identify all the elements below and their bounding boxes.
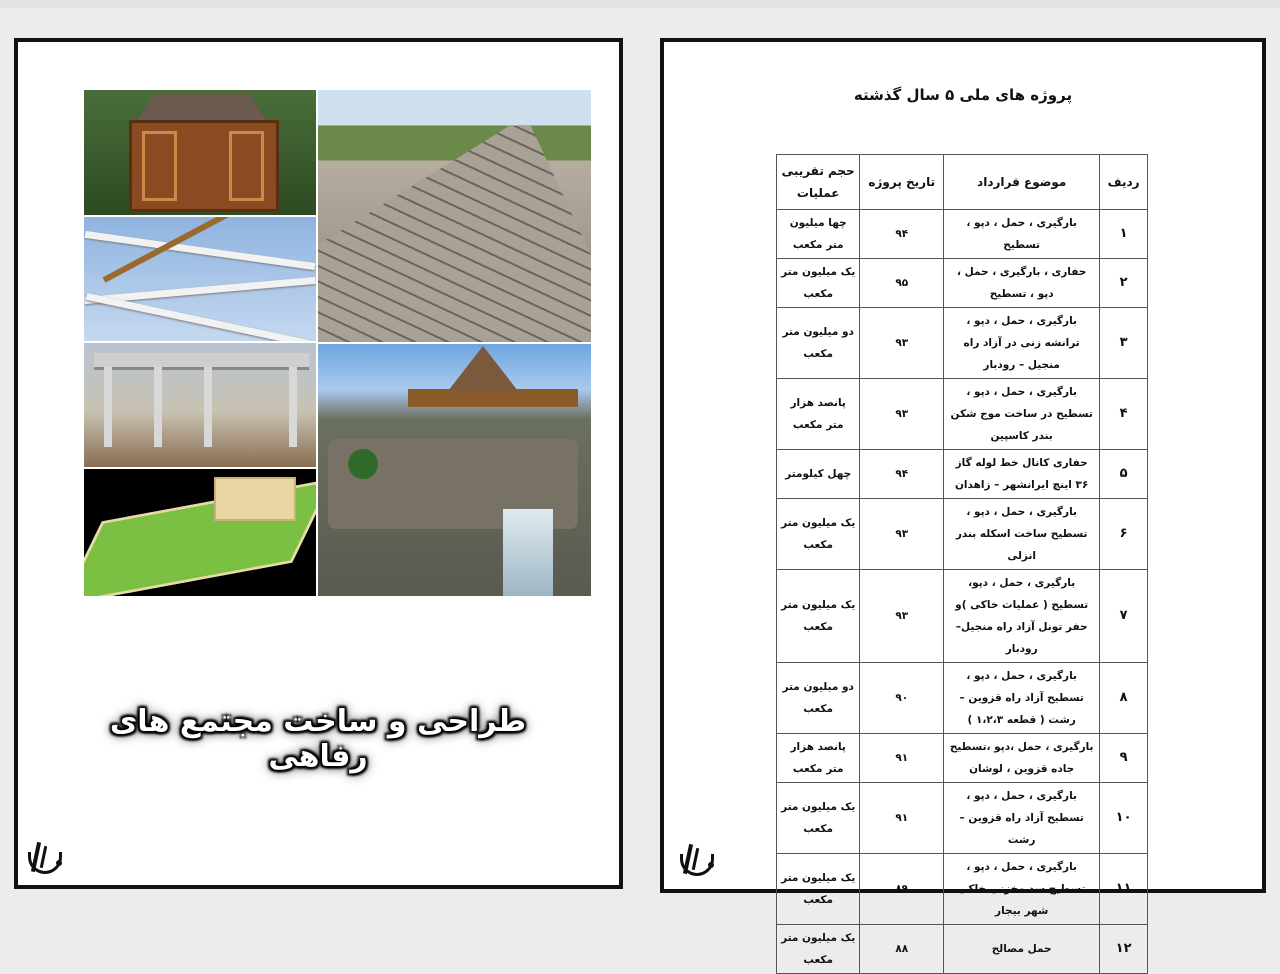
cell-volume: چهل کیلومتر [777,450,860,499]
table-row [777,379,1148,450]
table-row [777,570,1148,663]
photo-pavilion-construction [84,343,316,467]
cell-subject: حفاری ، بارگیری ، حمل ، دپو ، تسطیح [944,259,1100,308]
table-row [777,854,1148,925]
pavilion-column [289,367,297,447]
cell-row-number: ۹ [1100,734,1148,783]
photo-steel-frame [84,217,316,341]
cell-volume: دو میلیون متر مکعب [777,308,860,379]
paved-road [318,126,591,342]
cell-row-number: ۳ [1100,308,1148,379]
page-title: طراحی و ساخت مجتمع های رفاهی [109,704,527,774]
bush [348,449,378,479]
pavilion-roof [94,353,309,370]
gazebo-body [129,120,279,212]
cell-row-number: ۴ [1100,379,1148,450]
cell-volume: دو میلیون متر مکعب [777,663,860,734]
cell-date: ۸۸ [860,925,944,974]
cell-subject: بارگیری ، حمل ، دپو ، ترانشه زنی در آزاد راه منجیل – رودبار [944,308,1100,379]
table-header-row [777,155,1148,210]
waterfall [503,509,553,596]
pavilion-dome [448,346,518,391]
cell-row-number: ۲ [1100,259,1148,308]
projects-table [776,154,1148,974]
frame-beam [86,293,314,341]
table-row [777,783,1148,854]
company-logo-icon [676,844,722,882]
cell-subject: بارگیری ، حمل ، دپو ، تسطیح سد مخزنی خاکی شهر بیجار [944,854,1100,925]
table-title: پروژه های ملی ۵ سال گذشته [853,86,1073,104]
cell-date: ۹۴ [860,210,944,259]
photo-site-render [84,469,316,596]
photo-stone-paved-road [318,90,591,342]
cell-row-number: ۱۱ [1100,854,1148,925]
cell-volume: یک میلیون متر مکعب [777,783,860,854]
cell-volume: یک میلیون متر مکعب [777,925,860,974]
wooden-deck [408,389,578,407]
page-right [660,38,1266,966]
top-strip [0,0,1280,8]
cell-date: ۹۴ [860,450,944,499]
pavilion-column [104,367,112,447]
photo-collage [84,90,591,598]
cell-volume: یک میلیون متر مکعب [777,854,860,925]
cell-volume: یک میلیون متر مکعب [777,259,860,308]
header-volume: حجم تقریبی عملیات [777,155,860,210]
cell-row-number: ۶ [1100,499,1148,570]
cell-subject: حفاری کانال خط لوله گاز ۳۶ اینچ ایرانشهر – زاهدان [944,450,1100,499]
cell-date: ۹۳ [860,379,944,450]
cell-date: ۹۵ [860,259,944,308]
pavilion-column [204,367,212,447]
cell-volume: یک میلیون متر مکعب [777,570,860,663]
cell-date: ۹۳ [860,308,944,379]
cell-row-number: ۱۲ [1100,925,1148,974]
cell-volume: یک میلیون متر مکعب [777,499,860,570]
cell-subject: بارگیری ، حمل ، دپو ، تسطیح آزاد راه قزوین – رشت ( قطعه ۱،۲،۳ ) [944,663,1100,734]
table-row [777,308,1148,379]
header-row-number: ردیف [1100,155,1148,210]
table-row [777,259,1148,308]
table-row [777,663,1148,734]
page-left [14,38,623,889]
cell-volume: چها میلیون متر مکعب [777,210,860,259]
cell-volume: پانصد هزار متر مکعب [777,379,860,450]
photo-wooden-gazebo [84,90,316,215]
table-row [777,925,1148,974]
header-subject: موضوع قرارداد [944,155,1100,210]
cell-row-number: ۱ [1100,210,1148,259]
cell-row-number: ۷ [1100,570,1148,663]
collage-column-left [84,90,316,598]
cell-subject: بارگیری ، حمل ، دپو ، تسطیح [944,210,1100,259]
header-date: تاریخ پروژه [860,155,944,210]
cell-volume: پانصد هزار متر مکعب [777,734,860,783]
pavilion-column [154,367,162,447]
table-row [777,499,1148,570]
cell-subject: بارگیری ، حمل ، دپو ، تسطیح آزاد راه قزوین – رشت [944,783,1100,854]
cell-subject: بارگیری ، حمل ، دپو ، تسطیح در ساخت موج شکن بندر کاسپین [944,379,1100,450]
cell-date: ۹۰ [860,663,944,734]
company-logo-icon [24,842,70,880]
table-body [777,210,1148,974]
render-building [214,477,296,521]
cell-date: ۹۱ [860,783,944,854]
table-row [777,210,1148,259]
cell-date: ۹۳ [860,570,944,663]
collage-column-right [318,90,591,598]
table-row [777,450,1148,499]
cell-date: ۸۹ [860,854,944,925]
cell-subject: بارگیری ، حمل ، دپو ، تسطیح ساخت اسکله بندر انزلی [944,499,1100,570]
cell-subject: بارگیری ، حمل ،دپو ،تسطیح جاده قزوین ، لوشان [944,734,1100,783]
cell-date: ۹۳ [860,499,944,570]
cell-subject: حمل مصالح [944,925,1100,974]
cell-row-number: ۱۰ [1100,783,1148,854]
cell-subject: بارگیری ، حمل ، دپو، تسطیح ( عملیات خاکی )و حفر تونل آزاد راه منجیل–رودبار [944,570,1100,663]
table-row [777,734,1148,783]
gazebo-roof [122,94,282,120]
frame-beam [85,231,316,270]
photo-park-waterfall [318,344,591,596]
cell-date: ۹۱ [860,734,944,783]
cell-row-number: ۵ [1100,450,1148,499]
cell-row-number: ۸ [1100,663,1148,734]
